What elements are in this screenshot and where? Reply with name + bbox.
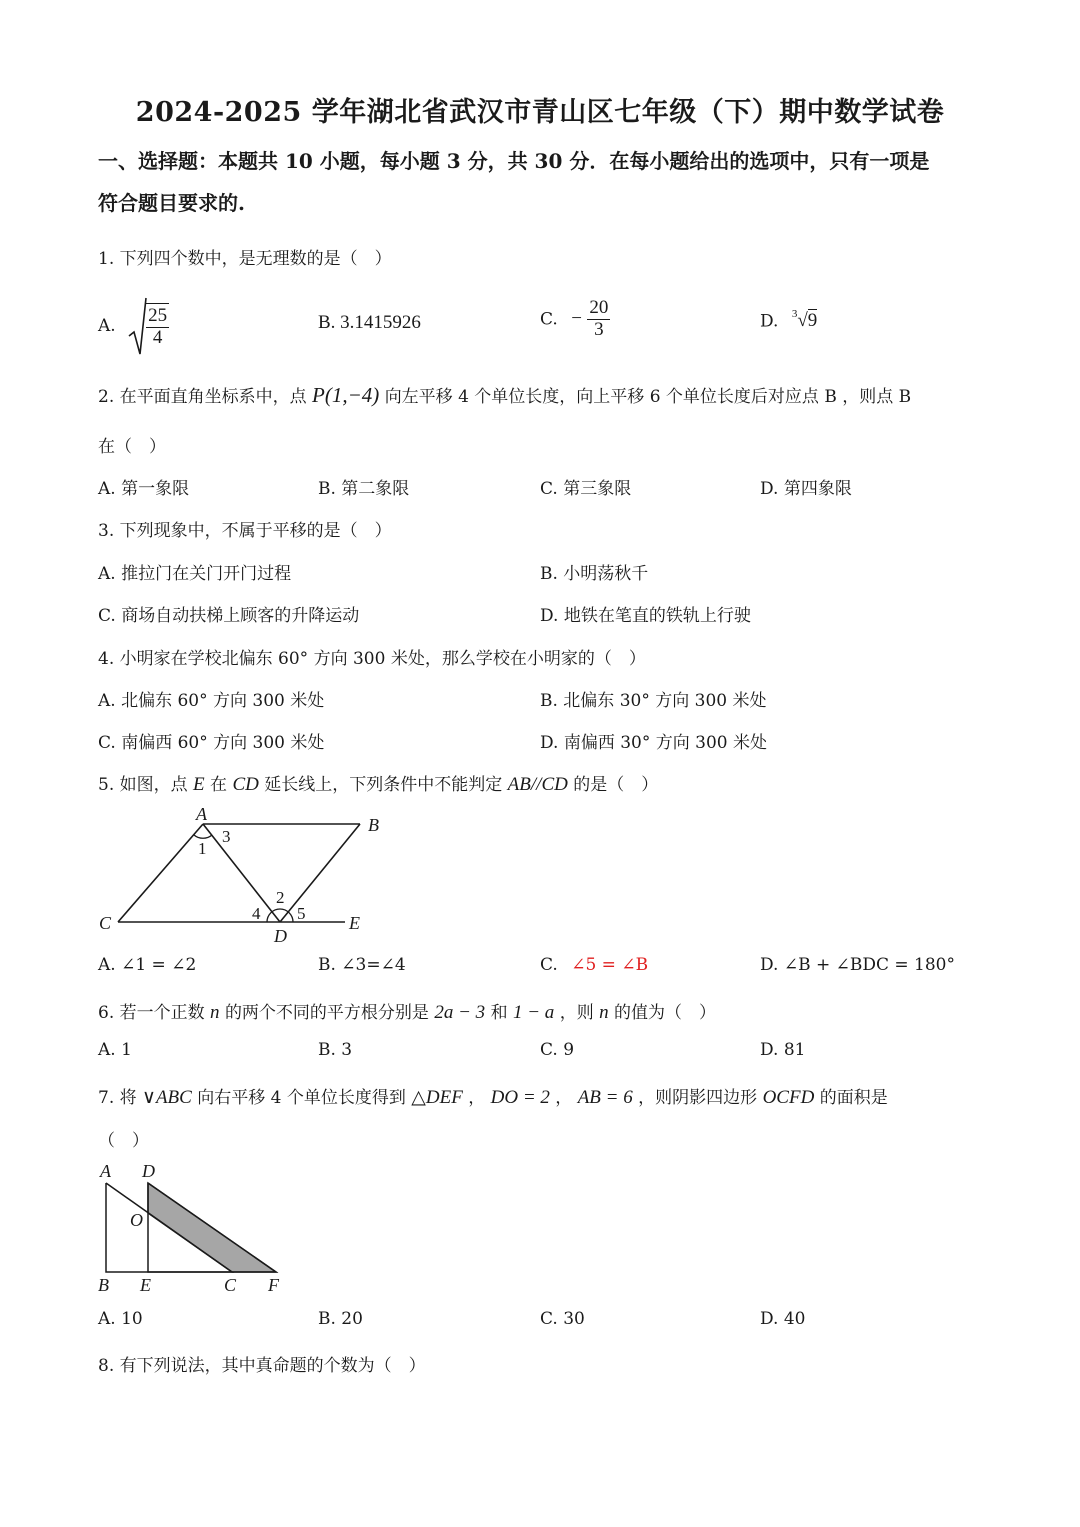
angle-label-2: 2 — [276, 888, 285, 907]
section-heading-line1: 一、选择题：本题共 10 小题，每小题 3 分，共 30 分．在每小题给出的选项中，只有一项是 — [98, 149, 930, 173]
fig7-label-c: C — [224, 1275, 237, 1295]
minus-sign: − — [571, 308, 582, 330]
q6-var-n: n — [210, 1002, 220, 1023]
q5-option-b: B. ∠3=∠4 — [318, 955, 406, 975]
q3-option-c: C. 商场自动扶梯上顾客的升降运动 — [98, 606, 360, 626]
angle-label-4: 4 — [252, 904, 261, 923]
angle-label-1: 1 — [198, 839, 207, 858]
q2-option-b: B. 第二象限 — [318, 479, 410, 499]
q7-triangle-abc: ∨ABC — [142, 1087, 192, 1108]
q6-stem-mid1: 的两个不同的平方根分别是 — [224, 1003, 429, 1023]
q3-option-a: A. 推拉门在关门开门过程 — [98, 564, 292, 584]
q7-stem-mid2: ， — [468, 1088, 486, 1108]
q1-option-c-fraction — [587, 298, 610, 341]
q1-c-numerator: 20 — [589, 297, 609, 318]
segment-ad — [203, 824, 280, 922]
question-1-stem: 1. 下列四个数中，是无理数的是（ ） — [98, 249, 392, 269]
q5-stem-mid1: 在 — [210, 775, 228, 795]
q7-triangle-def: △DEF — [411, 1087, 463, 1108]
q5-option-d: D. ∠B + ∠BDC = 180° — [760, 955, 955, 975]
question-6-stem — [98, 998, 716, 1024]
q1-option-d-label: D. — [760, 311, 779, 332]
label-e: E — [349, 913, 360, 933]
cube-root: $^3$√9 — [791, 308, 818, 332]
q7-figure — [90, 1158, 300, 1298]
q7-option-c: C. 30 — [540, 1309, 585, 1329]
segment-ac — [118, 824, 203, 922]
q5-parallel: AB//CD — [507, 774, 568, 795]
section-heading — [98, 140, 988, 224]
q5-option-c — [540, 955, 648, 975]
q1-option-b: B. 3.1415926 — [318, 312, 421, 333]
angle-label-5: 5 — [297, 904, 306, 923]
q7-stem-pre: 7. 将 — [98, 1088, 137, 1108]
q5-option-c-red-text: ∠5 = ∠B — [571, 955, 649, 975]
q7-ocfd: OCFD — [762, 1087, 815, 1108]
question-3-stem: 3. 下列现象中，不属于平移的是（ ） — [98, 521, 392, 541]
q2-option-c: C. 第三象限 — [540, 479, 632, 499]
fig7-label-d: D — [142, 1161, 155, 1181]
question-7-stem-line2: （ ） — [98, 1131, 149, 1151]
q7-ab: AB = 6 — [577, 1087, 633, 1108]
q7-option-a: A. 10 — [98, 1309, 143, 1329]
q7-stem-mid3: ， — [555, 1088, 573, 1108]
q2-stem-post: 向左平移 4 个单位长度，向上平移 6 个单位长度后对应点 B ，则点 B — [384, 387, 912, 407]
q3-option-b: B. 小明荡秋千 — [540, 564, 649, 584]
cube-root-radicand: 9 — [807, 310, 818, 332]
q7-option-d: D. 40 — [760, 1309, 806, 1329]
question-7-stem — [98, 1083, 888, 1109]
q4-option-b: B. 北偏东 30° 方向 300 米处 — [540, 691, 767, 711]
q5-figure — [90, 802, 390, 947]
label-b: B — [368, 815, 379, 835]
q3-option-d: D. 地铁在笔直的铁轨上行驶 — [540, 606, 751, 626]
q1-option-a-fraction — [146, 303, 169, 349]
question-2-stem — [98, 382, 911, 408]
q6-option-b: B. 3 — [318, 1040, 353, 1060]
label-c: C — [99, 913, 112, 933]
fig7-label-e: E — [140, 1275, 151, 1295]
q6-option-c: C. 9 — [540, 1040, 575, 1060]
q1-a-numerator: 25 — [148, 305, 168, 327]
question-2-stem-line2: 在（ ） — [98, 437, 166, 457]
q1-a-denominator: 4 — [152, 327, 163, 348]
q7-stem-post: 的面积是 — [819, 1088, 888, 1108]
q1-option-d — [760, 310, 817, 332]
q1-option-c — [540, 298, 610, 341]
q5-segment-cd: CD — [232, 774, 259, 795]
q6-option-a: A. 1 — [98, 1040, 132, 1060]
fig7-label-b: B — [98, 1275, 109, 1295]
question-8-stem: 8. 有下列说法，其中真命题的个数为（ ） — [98, 1356, 426, 1376]
q6-option-d: D. 81 — [760, 1040, 806, 1060]
cube-root-index: 3 — [791, 308, 798, 320]
q1-option-c-label: C. — [540, 309, 558, 330]
q6-expr1: 2a − 3 — [434, 1002, 486, 1023]
label-a: A — [196, 804, 207, 824]
q6-stem-mid2: 和 — [490, 1003, 508, 1023]
fig7-label-o: O — [130, 1210, 143, 1230]
exam-title: 2024-2025 学年湖北省武汉市青山区七年级（下）期中数学试卷 — [135, 97, 945, 128]
q2-option-d: D. 第四象限 — [760, 479, 852, 499]
q2-point: P(1,−4) — [312, 383, 380, 407]
angle-label-3: 3 — [222, 827, 231, 846]
q5-stem-post: 的是（ ） — [573, 775, 659, 795]
q5-stem-mid2: 延长线上，下列条件中不能判定 — [264, 775, 503, 795]
q4-option-d: D. 南偏西 30° 方向 300 米处 — [540, 733, 768, 753]
q2-stem-pre: 2. 在平面直角坐标系中，点 — [98, 387, 307, 407]
fig7-label-f: F — [268, 1275, 279, 1295]
question-4-stem: 4. 小明家在学校北偏东 60° 方向 300 米处，那么学校在小明家的（ ） — [98, 649, 646, 669]
q6-expr2: 1 − a — [512, 1002, 555, 1023]
q7-stem-mid4: ，则阴影四边形 — [638, 1088, 758, 1108]
q7-do: DO = 2 — [490, 1087, 550, 1108]
sqrt-symbol-icon — [127, 296, 147, 356]
q5-stem-pre: 5. 如图，点 — [98, 775, 188, 795]
question-5-stem — [98, 770, 658, 796]
q5-option-a: A. ∠1 = ∠2 — [98, 955, 197, 975]
section-heading-line2: 符合题目要求的. — [98, 191, 245, 215]
q5-option-c-label: C. — [540, 955, 558, 975]
q1-c-denominator: 3 — [594, 318, 604, 340]
q4-option-a: A. 北偏东 60° 方向 300 米处 — [98, 691, 325, 711]
q7-option-b: B. 20 — [318, 1309, 363, 1329]
angle-arc-a — [194, 835, 212, 838]
q6-var-n-2: n — [599, 1002, 609, 1023]
segment-bd — [280, 824, 360, 922]
q4-option-c: C. 南偏西 60° 方向 300 米处 — [98, 733, 325, 753]
q6-stem-pre: 6. 若一个正数 — [98, 1003, 205, 1023]
q5-point-e: E — [193, 774, 205, 795]
label-d: D — [274, 926, 287, 946]
q6-stem-post: 的值为（ ） — [614, 1003, 717, 1023]
q1-option-a-label: A. — [98, 316, 116, 336]
q1-option-a — [98, 296, 169, 356]
q7-stem-mid1: 向右平移 4 个单位长度得到 — [197, 1088, 406, 1108]
q6-stem-mid3: ，则 — [559, 1003, 594, 1023]
fig7-label-a: A — [100, 1161, 111, 1181]
q2-option-a: A. 第一象限 — [98, 479, 190, 499]
